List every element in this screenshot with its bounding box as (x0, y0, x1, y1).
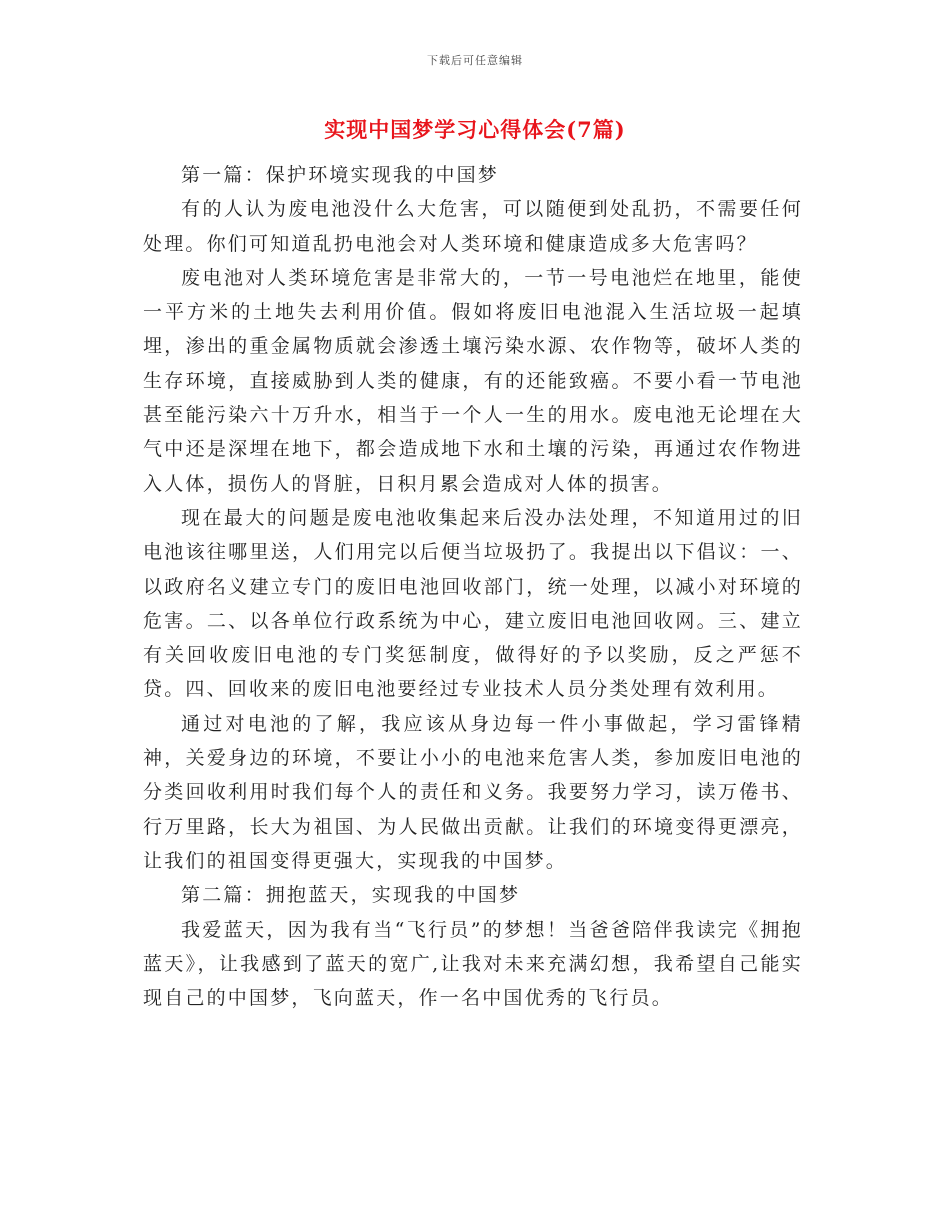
header-note: 下载后可任意编辑 (427, 54, 523, 67)
paragraph: 我爱蓝天，因为我有当“飞行员”的梦想！当爸爸陪伴我读完《拥抱蓝天》，让我感到了蓝天的宽广,让我对未来充满幻想，我希望自己能实现自己的中国梦，飞向蓝天，作一名中国优秀的飞行员。 (143, 918, 803, 1010)
section-heading-2: 第二篇：拥抱蓝天，实现我的中国梦 (181, 884, 521, 907)
paragraph: 通过对电池的了解，我应该从身边每一件小事做起，学习雷锋精神，关爱身边的环境，不要让小小的电池来危害人类，参加废旧电池的分类回收利用时我们每个人的责任和义务。我要努力学习，读万倦书、行万里路，长大为祖国、为人民做出贡献。让我们的环境变得更漂亮，让我们的祖国变得更强大，实现我的中国梦。 (143, 712, 803, 872)
paragraph: 有的人认为废电池没什么大危害，可以随便到处乱扔，不需要任何处理。你们可知道乱扔电池会对人类环境和健康造成多大危害吗？ (143, 198, 803, 255)
section-heading-1: 第一篇：保护环境实现我的中国梦 (181, 164, 500, 186)
paragraph: 现在最大的问题是废电池收集起来后没办法处理，不知道用过的旧电池该往哪里送，人们用完以后便当垃圾扔了。我提出以下倡议：一、以政府名义建立专门的废旧电池回收部门，统一处理，以减小对环境的危害。二、以各单位行政系统为中心，建立废旧电池回收网。三、建立有关回收废旧电池的专门奖惩制度，做得好的予以奖励，反之严惩不贷。四、回收来的废旧电池要经过专业技术人员分类处理有效利用。 (143, 506, 803, 701)
document-body (143, 158, 803, 1015)
paragraph: 废电池对人类环境危害是非常大的，一节一号电池烂在地里，能使一平方米的土地失去利用价值。假如将废旧电池混入生活垃圾一起填埋，渗出的重金属物质就会渗透土壤污染水源、农作物等，破坏人类的生存环境，直接威胁到人类的健康，有的还能致癌。不要小看一节电池甚至能污染六十万升水，相当于一个人一生的用水。废电池无论埋在大气中还是深埋在地下，都会造成地下水和土壤的污染，再通过农作物进入人体，损伤人的肾脏，日积月累会造成对人体的损害。 (143, 266, 803, 495)
document-title: 实现中国梦学习心得体会(7篇) (324, 117, 626, 142)
